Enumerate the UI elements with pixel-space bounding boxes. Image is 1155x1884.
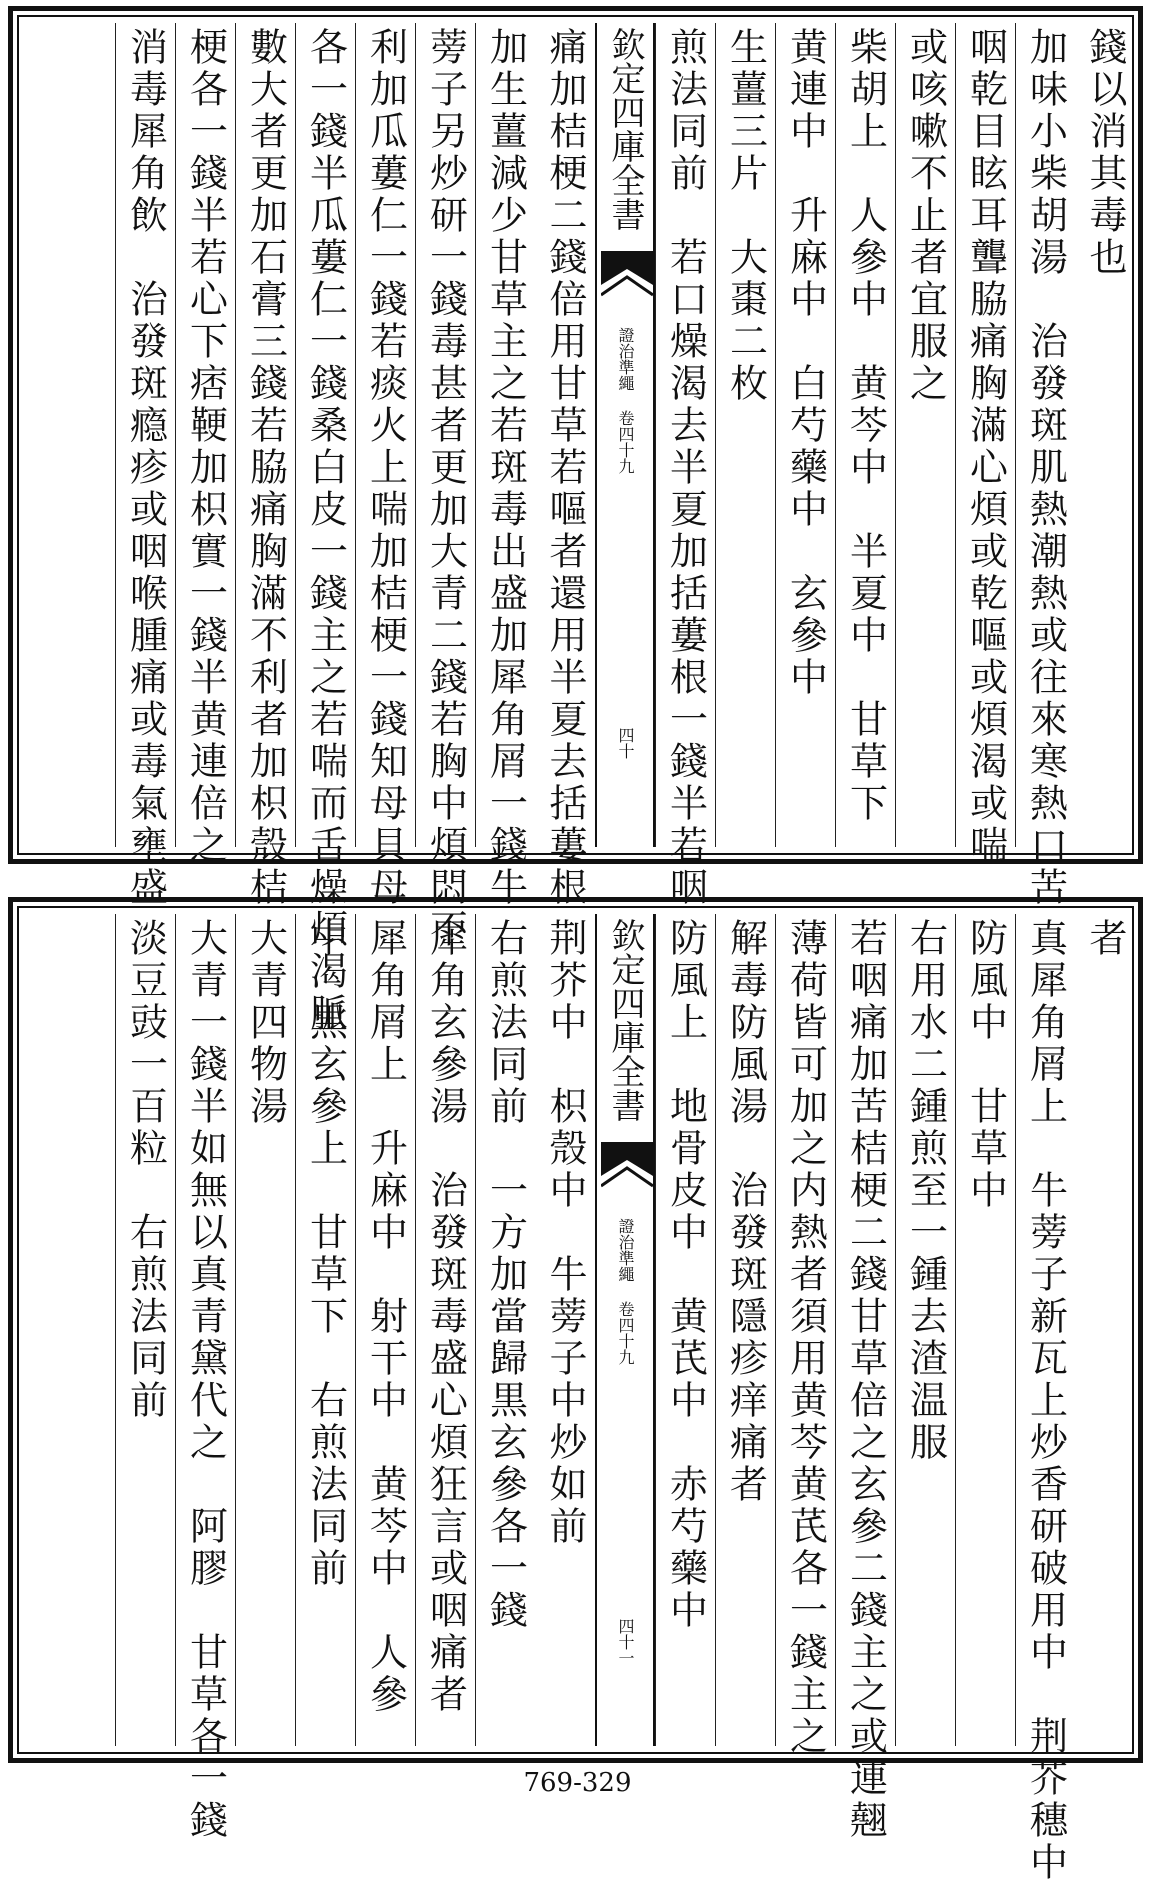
book-subtitle: 證治準繩 卷四十九 (616, 327, 635, 474)
text-column (475, 914, 535, 1746)
text-column (115, 914, 175, 1746)
text-line: 生薑三片 大棗二枚 (723, 27, 768, 405)
text-column (655, 914, 715, 1746)
text-line: 防風中 甘草中 (963, 918, 1008, 1212)
text-column (355, 23, 415, 909)
text-line: 荆芥中 枳殼中 牛蒡子中炒如前 (543, 918, 587, 1548)
text-column (775, 914, 835, 1758)
book-title-banner (595, 914, 655, 1746)
text-column (175, 914, 235, 1842)
leaf-number: 四十一 (616, 1618, 635, 1666)
text-line: 加生薑減少甘草主之若斑毒出盛加犀角屑一錢牛 (483, 27, 528, 909)
text-column (835, 23, 895, 847)
text-line: 者 (1083, 918, 1127, 960)
text-line: 右用水二鍾煎至一鍾去渣温服 (903, 918, 948, 1464)
text-line: 加味小柴胡湯 治發斑肌熱潮熱或往來寒熱口苦 (1023, 27, 1068, 909)
text-column (235, 914, 295, 1746)
text-column (1075, 23, 1135, 847)
text-column (295, 914, 355, 1746)
text-column (1015, 23, 1075, 909)
text-line: 黄連中 升麻中 白芍藥中 玄參中 (783, 27, 828, 699)
text-line: 柴胡上 人參中 黄芩中 半夏中 甘草下 (843, 27, 888, 825)
text-line: 解毒防風湯 治發斑隱疹痒痛者 (723, 918, 768, 1506)
text-column (175, 23, 235, 867)
text-line: 右煎法同前 一方加當歸黒玄參各一錢 (483, 918, 528, 1632)
fish-tail-mark-icon (601, 1142, 653, 1212)
book-title: 欽定四庫全書 (605, 27, 645, 231)
text-column (115, 23, 175, 909)
text-line: 數大者更加石膏三錢若脇痛胸滿不利者加枳殼桔 (243, 27, 288, 909)
text-column (1015, 914, 1075, 1884)
text-line: 消毒犀角飲 治發斑瘾疹或咽喉腫痛或毒氣壅盛 (123, 27, 168, 909)
text-column (835, 914, 895, 1842)
text-line: 各一錢半瓜蔞仁一錢桑白皮一錢主之若喘而舌燥煩渴脈 (303, 27, 348, 1035)
text-column (535, 914, 595, 1746)
text-line: 犀角玄參湯 治發斑毒盛心煩狂言或咽痛者 (423, 918, 468, 1716)
text-column (895, 914, 955, 1746)
text-line: 梗各一錢半若心下痞鞕加枳實一錢半黄連倍之 (183, 27, 228, 867)
text-line: 或咳嗽不止者宜服之 (903, 27, 948, 405)
text-column (895, 23, 955, 847)
text-column (475, 23, 535, 909)
book-subtitle: 證治準繩 卷四十九 (616, 1218, 635, 1365)
text-line: 中 黒玄參上 甘草下 右煎法同前 (303, 918, 348, 1590)
text-line: 若咽痛加苦桔梗二錢甘草倍之玄參二錢主之或連翹 (843, 918, 888, 1842)
text-line: 蒡子另炒研一錢毒甚者更加大青二錢若胸中煩悶不 (423, 27, 468, 951)
text-column (655, 23, 715, 909)
text-column (955, 914, 1015, 1746)
text-column (415, 23, 475, 951)
text-line: 防風上 地骨皮中 黄芪中 赤芍藥中 (663, 918, 708, 1632)
text-column (295, 23, 355, 1035)
text-line: 利加瓜蔞仁一錢若痰火上喘加桔梗一錢知母貝母 (363, 27, 408, 909)
page-number: 769-329 (523, 1768, 632, 1798)
text-line: 錢以消其毒也 (1083, 27, 1127, 279)
text-column (535, 23, 595, 909)
text-line: 大青一錢半如無以真青黛代之 阿膠 甘草各一錢 (183, 918, 228, 1842)
book-title-banner (595, 23, 655, 847)
text-column (775, 23, 835, 847)
text-column (355, 914, 415, 1746)
text-line: 大青四物湯 (243, 918, 288, 1128)
text-line: 咽乾目眩耳聾脇痛胸滿心煩或乾嘔或煩渴或喘 (963, 27, 1008, 867)
text-column (715, 23, 775, 847)
text-line: 真犀角屑上 牛蒡子新瓦上炒香研破用中 荆芥穗中 (1023, 918, 1068, 1884)
fish-tail-mark-icon (601, 251, 653, 321)
text-line: 煎法同前 若口燥渴去半夏加括蔞根一錢半若咽 (663, 27, 708, 909)
text-column (415, 914, 475, 1746)
text-line: 薄荷皆可加之内熱者須用黄芩黄芪各一錢主之 (783, 918, 828, 1758)
text-line: 痛加桔梗二錢倍用甘草若嘔者還用半夏去括蔞根 (543, 27, 587, 909)
text-column (1075, 914, 1135, 1746)
text-line: 犀角屑上 升麻中 射干中 黄芩中 人參 (363, 918, 408, 1716)
text-column (715, 914, 775, 1746)
leaf-number: 四十 (616, 727, 635, 759)
text-column (955, 23, 1015, 867)
text-line: 淡豆豉一百粒 右煎法同前 (123, 918, 168, 1422)
text-column (235, 23, 295, 909)
book-title: 欽定四庫全書 (605, 918, 645, 1122)
